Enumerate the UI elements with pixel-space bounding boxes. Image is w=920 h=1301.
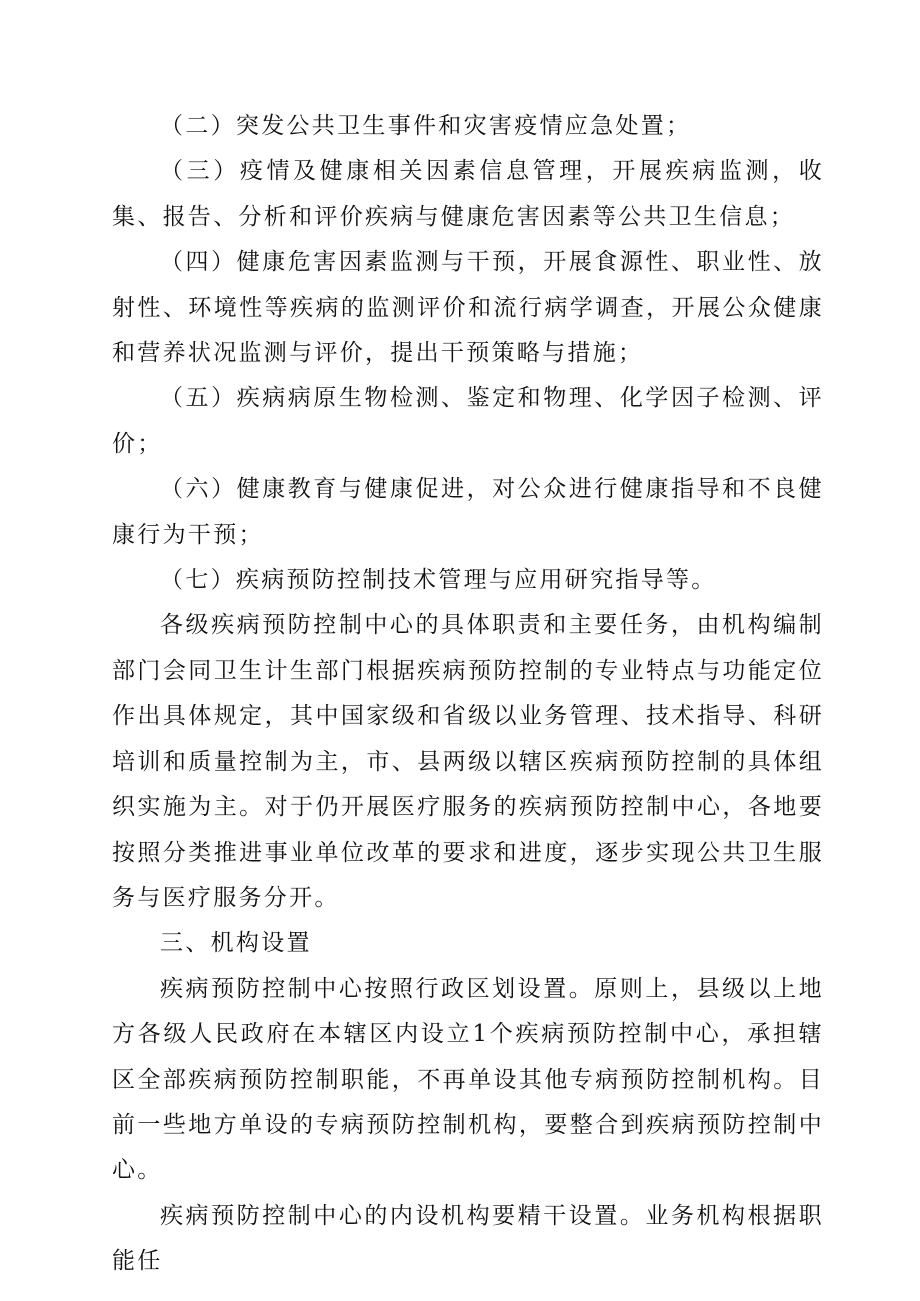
paragraph-item-4: （四）健康危害因素监测与干预，开展食源性、职业性、放射性、环境性等疾病的监测评价和流行病学调查，开展公众健康和营养状况监测与评价，提出干预策略与措施；: [112, 249, 824, 367]
document-page: [112, 104, 824, 1285]
paragraph-internal-structure: 疾病预防控制中心的内设机构要精干设置。业务机构根据职能任: [112, 1202, 824, 1275]
paragraph-item-3: （三）疫情及健康相关因素信息管理，开展疾病监测，收集、报告、分析和评价疾病与健康危害因素等公共卫生信息；: [112, 158, 824, 230]
section-heading: 三、机构设置: [160, 930, 312, 957]
paragraph-item-7: （七）疾病预防控制技术管理与应用研究指导等。: [160, 567, 717, 594]
paragraph-item-5: （五）疾病病原生物检测、鉴定和物理、化学因子检测、评价；: [112, 385, 824, 457]
paragraph-item-2: （二）突发公共卫生事件和灾害疫情应急处置；: [160, 113, 692, 139]
paragraph-responsibilities: 各级疾病预防控制中心的具体职责和主要任务，由机构编制部门会同卫生计生部门根据疾病预防控制的专业特点与功能定位作出具体规定，其中国家级和省级以业务管理、技术指导、科研培训和质量控制为主，市、县两级以辖区疾病预防控制的具体组织实施为主。对于仍开展医疗服务的疾病预防控制中心，各地要按照分类推进事业单位改革的要求和进度，逐步实现公共卫生服务与医疗服务分开。: [112, 612, 824, 911]
paragraph-item-6: （六）健康教育与健康促进，对公众进行健康指导和不良健康行为干预；: [112, 476, 824, 548]
paragraph-setup: 疾病预防控制中心按照行政区划设置。原则上，县级以上地方各级人民政府在本辖区内设立1个疾病预防控制中心，承担辖区全部疾病预防控制职能，不再单设其他专病预防控制机构。目前一些地方单设的专病预防控制机构，要整合到疾病预防控制中心。: [112, 975, 824, 1184]
